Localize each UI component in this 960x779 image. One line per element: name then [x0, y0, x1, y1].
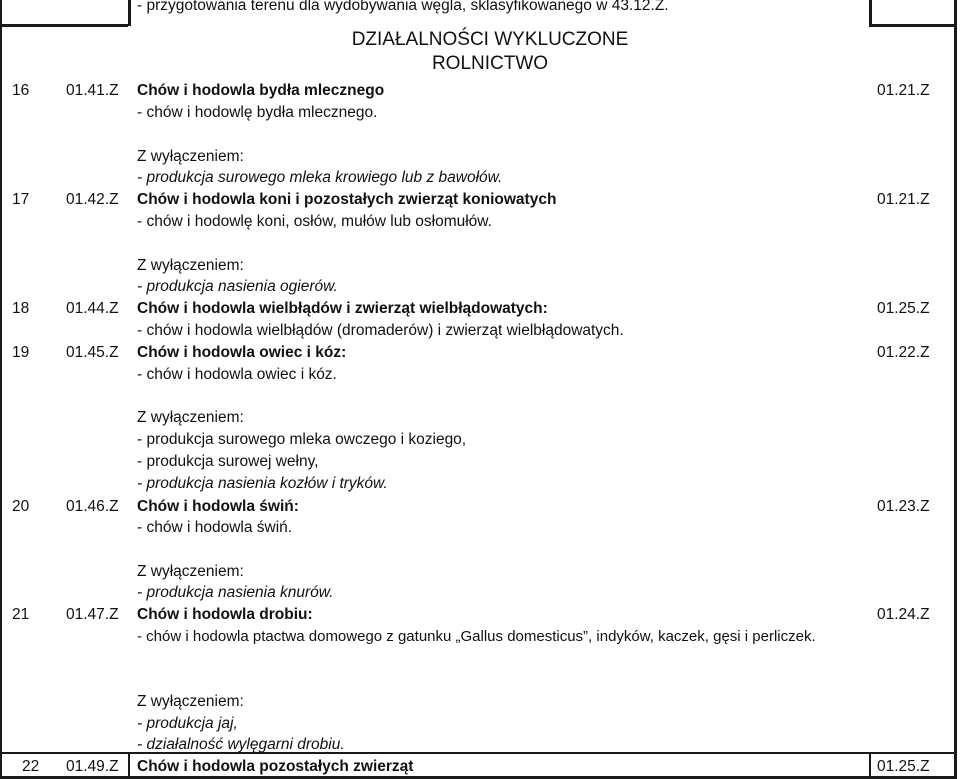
section-heading-line-1: DZIAŁALNOŚCI WYKLUCZONE [351, 29, 629, 50]
row-description: - chów i hodowla ptactwa domowego z gatunku „Gallus domesticus”, indyków, kaczek, gęsi i perliczek. [137, 628, 816, 645]
row-number: 18 [12, 300, 30, 317]
exclusion-item: - produkcja nasienia kozłów i tryków. [137, 475, 388, 492]
exclusion-label: Z wyłączeniem: [137, 693, 244, 710]
row-description: - chów i hodowlę bydła mlecznego. [137, 104, 378, 121]
exclusion-label: Z wyłączeniem: [137, 563, 244, 580]
exclusion-item: - produkcja surowej wełny, [137, 453, 319, 470]
top-continuation-line: - przygotowania terenu dla wydobywania węgla, sklasyfikowanego w 43.12.Z. [137, 0, 669, 14]
row-description: - chów i hodowla owiec i kóz. [137, 366, 337, 383]
table-border-col-code [869, 0, 872, 26]
row-title: Chów i hodowla owiec i kóz: [137, 344, 347, 361]
exclusion-item: - produkcja nasienia ogierów. [137, 278, 338, 295]
row-title: Chów i hodowla bydła mlecznego [137, 82, 385, 99]
exclusion-label: Z wyłączeniem: [137, 257, 244, 274]
row-title: Chów i hodowla drobiu: [137, 606, 313, 623]
table-border-right [954, 0, 957, 779]
row-description: - chów i hodowla świń. [137, 519, 293, 536]
row-reference-code: 01.22.Z [877, 344, 930, 361]
last-row-border-col-code [869, 752, 871, 779]
row-reference-code: 01.25.Z [877, 300, 930, 317]
row-code: 01.47.Z [66, 606, 119, 623]
row-title: Chów i hodowla koni i pozostałych zwierząt koniowatych [137, 191, 557, 208]
section-heading-line-2: ROLNICTWO [431, 53, 549, 74]
row-code: 01.44.Z [66, 300, 119, 317]
row-number: 17 [12, 191, 30, 208]
exclusion-item: - produkcja nasienia knurów. [137, 584, 334, 601]
table-rule-top [0, 24, 128, 27]
row-number: 19 [12, 344, 30, 361]
row-reference-code: 01.25.Z [877, 758, 930, 775]
row-code: 01.46.Z [66, 498, 119, 515]
exclusion-item: - produkcja surowego mleka krowiego lub z bawołów. [137, 169, 503, 186]
row-reference-code: 01.21.Z [877, 82, 930, 99]
table-border-col-num [128, 0, 131, 26]
row-code: 01.42.Z [66, 191, 119, 208]
last-row-border-col-num [128, 752, 130, 779]
row-code: 01.41.Z [66, 82, 119, 99]
row-number: 21 [12, 606, 30, 623]
row-number: 22 [22, 758, 40, 775]
row-reference-code: 01.24.Z [877, 606, 930, 623]
row-description: - chów i hodowlę koni, osłów, mułów lub osłomułów. [137, 213, 492, 230]
table-border-left [0, 0, 2, 779]
exclusion-item: - działalność wylęgarni drobiu. [137, 736, 345, 753]
row-description: - chów i hodowla wielbłądów (dromaderów) i zwierząt wielbłądowatych. [137, 322, 624, 339]
row-code: 01.45.Z [66, 344, 119, 361]
row-reference-code: 01.23.Z [877, 498, 930, 515]
row-code: 01.49.Z [66, 758, 119, 775]
exclusion-label: Z wyłączeniem: [137, 409, 244, 426]
row-title: Chów i hodowla pozostałych zwierząt [137, 758, 414, 775]
row-reference-code: 01.21.Z [877, 191, 930, 208]
table-rule-top-right [869, 24, 957, 27]
row-number: 16 [12, 82, 30, 99]
row-title: Chów i hodowla świń: [137, 498, 299, 515]
exclusion-item: - produkcja jaj, [137, 715, 238, 732]
exclusion-label: Z wyłączeniem: [137, 148, 244, 165]
row-number: 20 [12, 498, 30, 515]
row-title: Chów i hodowla wielbłądów i zwierząt wielbłądowatych: [137, 300, 548, 317]
exclusion-item: - produkcja surowego mleka owczego i koziego, [137, 431, 467, 448]
